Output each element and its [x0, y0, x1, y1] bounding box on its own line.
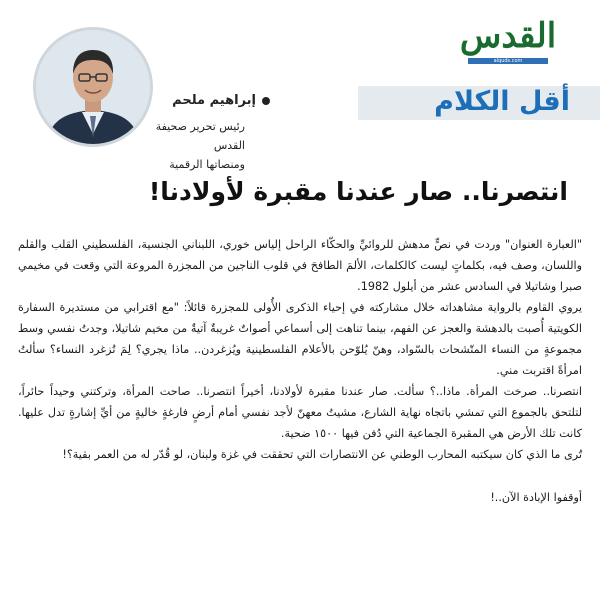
closing-line: أوقفوا الإبادة الآن..! [490, 491, 582, 504]
column-title: أقل الكلام [434, 86, 570, 117]
author-role-line-2: ومنصاتها الرقمية [169, 158, 245, 171]
paragraph: تُرى ما الذي كان سيكتبه المحارب الوطني عن الانتصارات التي تحققت في غزة ولبنان، لو قُدّر له من العمر بقية؟! [62, 448, 582, 461]
bullet-icon [262, 97, 270, 105]
author-role-line-1: رئيس تحرير صحيفة القدس [155, 120, 245, 152]
paragraph: انتصرنا.. صرخت المرأة. ماذا..؟ سألت. صار عندنا مقبرة لأولادنا، أخيراً انتصرنا.. صاحت المرأة، وتركتني وحيداً حائراً، لتلتحق بالجموع التي تمشي باتجاه نهاية الشارع، مشيتُ معهنّ لأجد نفسي أمام أرضٍ فارغةٍ خاليةٍ من أيِّ إشارةٍ تدل عليها. كانت تلك الأرض هي المقبرة الجماعية التي دُفن فيها ١٥٠٠ ضحية. [18, 385, 582, 440]
paragraph: "العبارة العنوان" وردت في نصٍّ مدهش للروائيِّ والحكّاء الراحل إلياس خوري، اللبناني الجنسية، الفلسطيني القلب والقلم واللسان، وصف فيه، بكلماتٍ ليست كالكلمات، الألمَ الطافحَ في قلوب الناجين من المجزرة المروعة التي وقعت في مخيمي صبرا وشاتيلا في السادس عشر من أيلول 1982. [18, 238, 582, 293]
logo-wordmark: القدس [459, 16, 557, 56]
article-body [18, 234, 582, 508]
author-role [125, 117, 245, 174]
newspaper-logo[interactable] [448, 14, 568, 66]
author-name-text: إبراهيم ملحم [172, 93, 256, 108]
paragraph: يروي القاوم بالرواية مشاهداته خلال مشاركته في إحياء الذكرى الأُولى للمجزرة قائلاً: "مع اقترابي من مستديرة السفارة الكويتية أُصبت بالدهشة والعجز عن الفهم، بينما تناهت إلى أسماعي أصواتٌ غريبةٌ آتيةٌ من مخيم شاتيلا، وجدتُ نفسي وسط مجموعةٍ من النساء المتّشحات بالسّواد، وهنّ يُلوّحن بالأعلام الفلسطينية ويُزغردن.. ماذا يجري؟ لِمَ تُزغرد النساء؟ سألتُ امرأةً اقتربت مني. [18, 301, 582, 377]
article-headline: انتصرنا.. صار عندنا مقبرة لأولادنا! [148, 177, 568, 206]
author-name[interactable] [130, 93, 270, 108]
logo-site-label: alquds.com [468, 58, 548, 64]
